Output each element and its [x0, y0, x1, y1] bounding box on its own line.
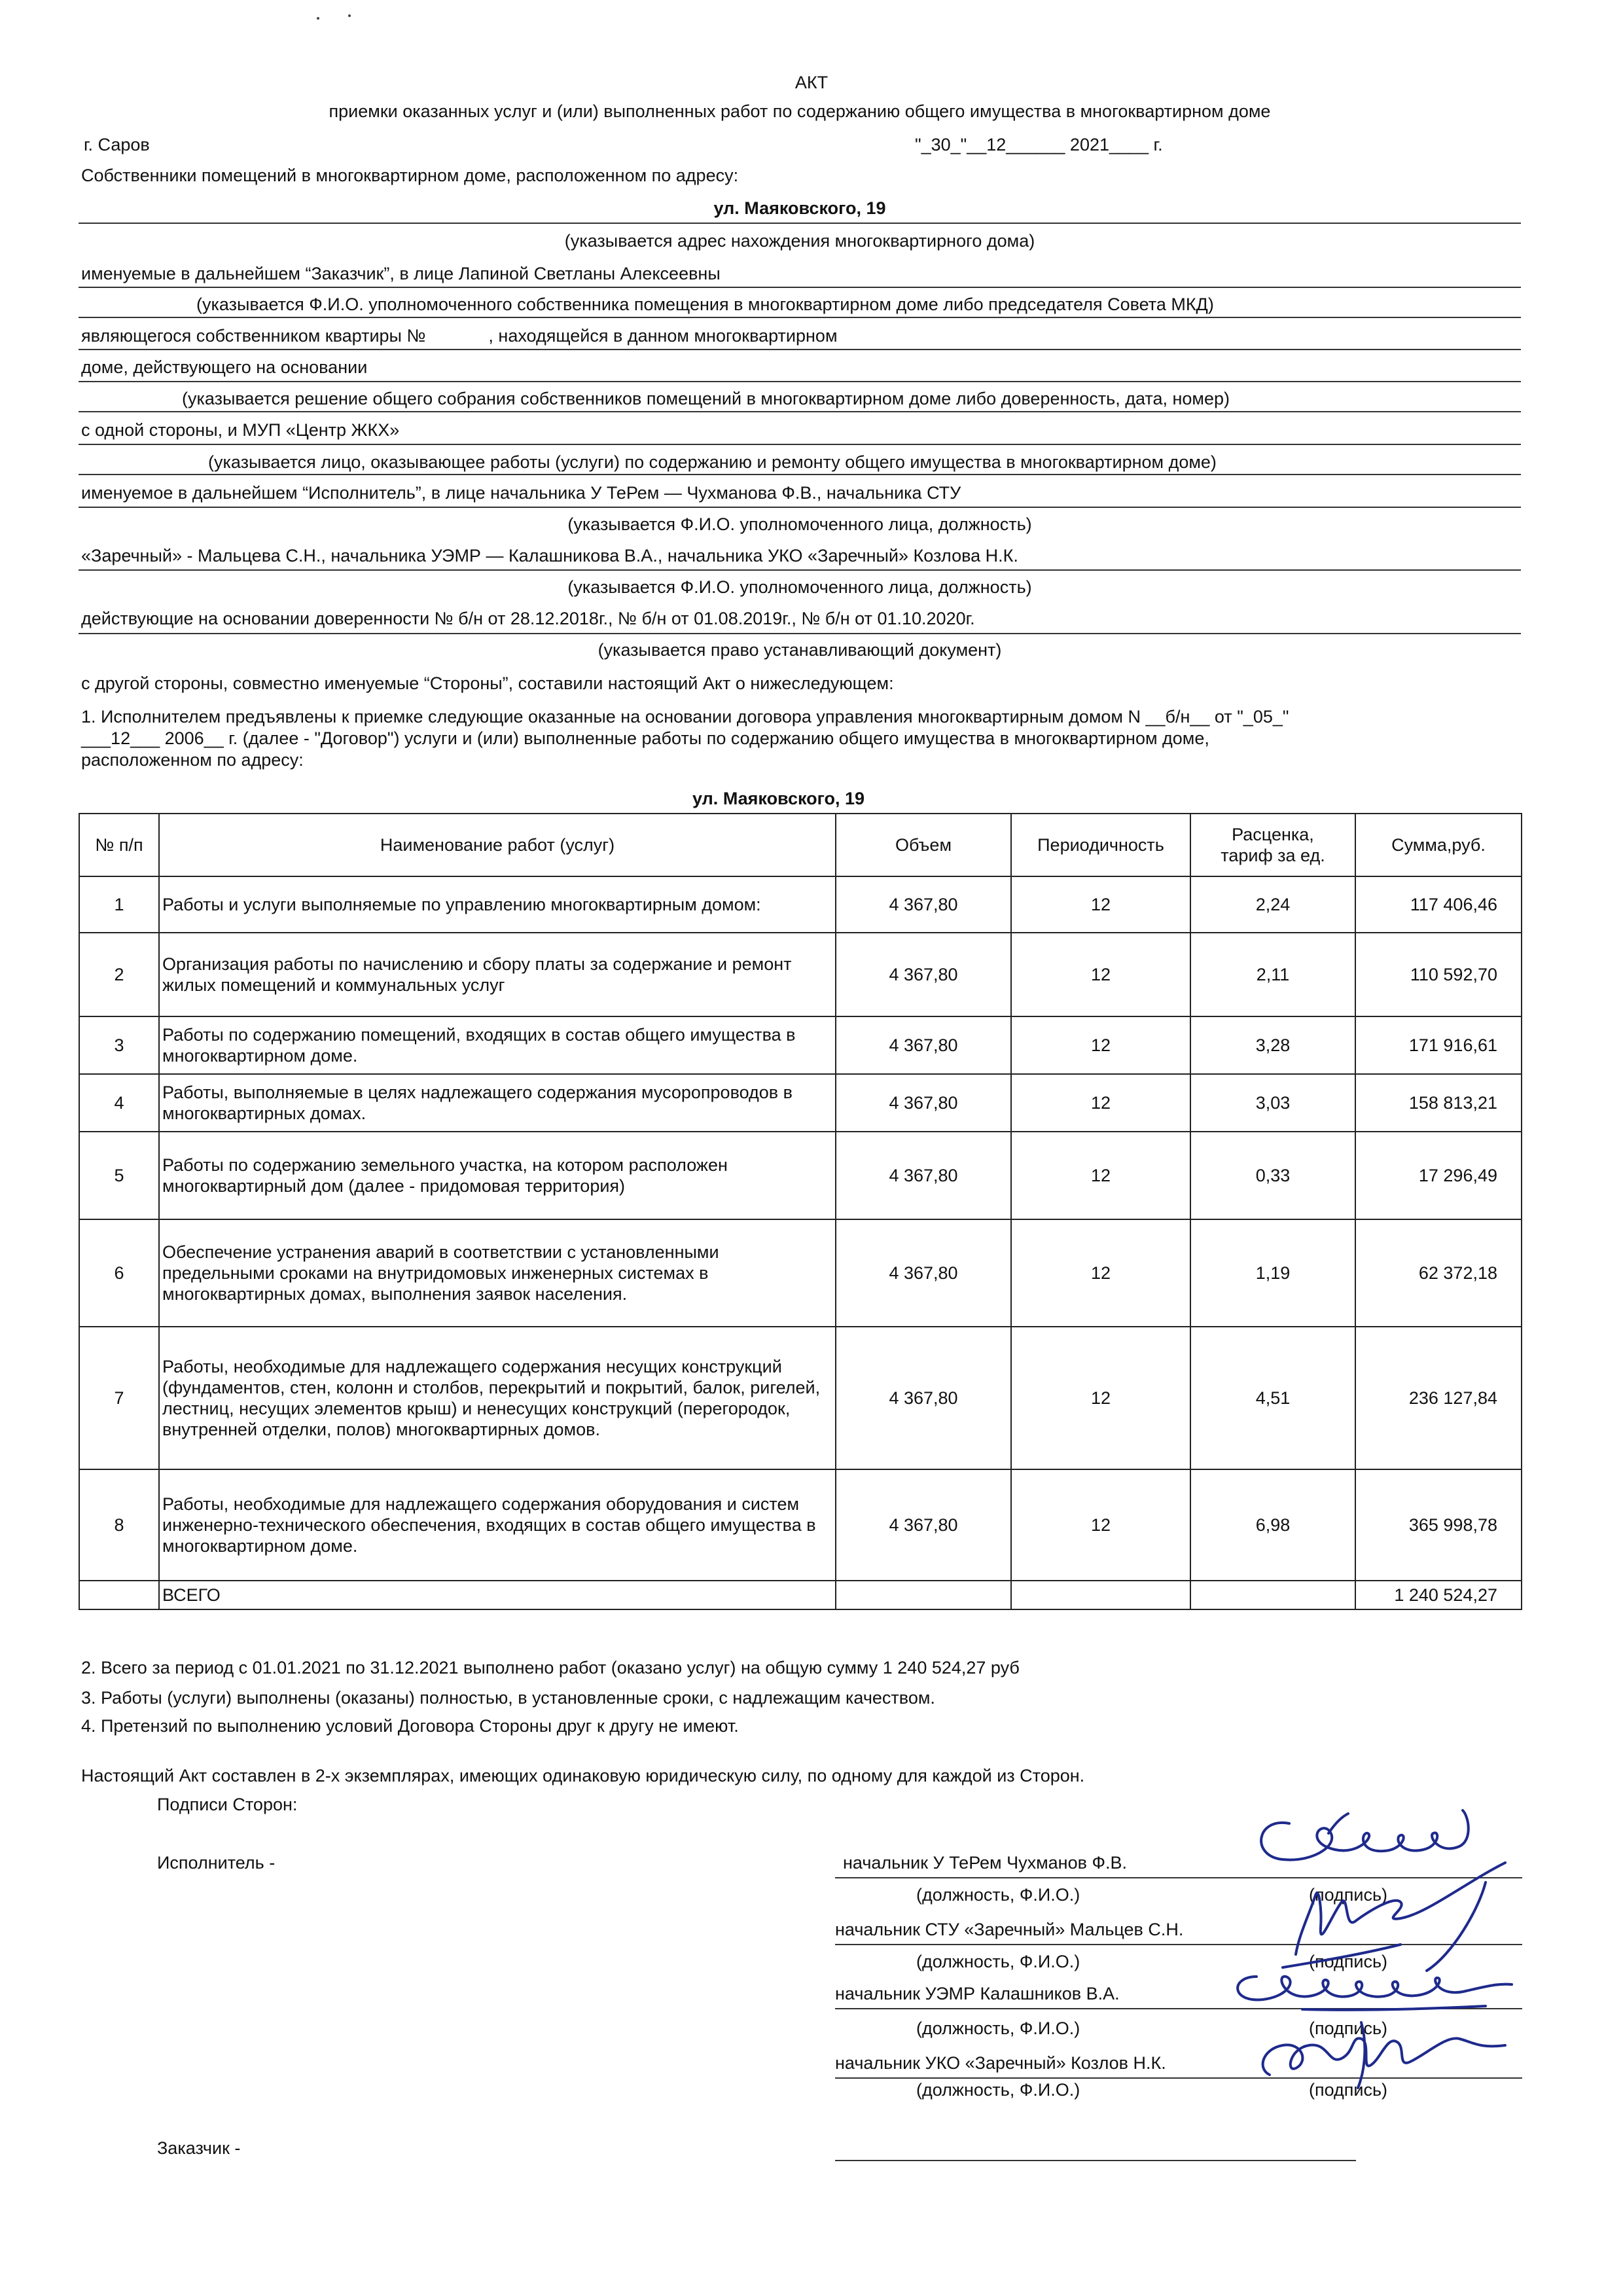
header-num: № п/п [79, 814, 159, 876]
signer-2: начальник СТУ «Заречный» Мальцев С.Н. [835, 1920, 1184, 1939]
power-rule [79, 633, 1521, 634]
total-label: ВСЕГО [159, 1581, 836, 1609]
signer-3-position-hint: (должность, Ф.И.О.) [916, 2018, 1080, 2038]
customer-signature-rule [835, 2160, 1356, 2161]
table-row: 5 Работы по содержанию земельного участка, на котором расположен многоквартирный дом (далее - придомовая территория) 4 367,80 12 0,33 17 296,49 [79, 1132, 1522, 1219]
executor-rule-2 [79, 569, 1521, 571]
signatures-title: Подписи Сторон: [157, 1795, 298, 1814]
executor-line-2: «Заречный» - Мальцева С.Н., начальника УЭМР — Калашникова В.А., начальника УКО «Заречный» Козлова Н.К. [81, 546, 1018, 565]
executor-label: Исполнитель - [157, 1853, 276, 1873]
address-hint: (указывается адрес нахождения многоквартирного дома) [564, 231, 1035, 251]
table-row: 8 Работы, необходимые для надлежащего содержания оборудования и систем инженерно-технического обеспечения, входящих в состав общего имущества в многоквартирном доме. 4 367,80 12 6,98 365 998,78 [79, 1469, 1522, 1581]
signer-1: начальник У ТеРем Чухманов Ф.В. [843, 1853, 1127, 1873]
customer-rule [79, 287, 1521, 288]
executor-hint-2: (указывается Ф.И.О. уполномоченного лица, должность) [567, 577, 1032, 597]
header-volume: Объем [836, 814, 1011, 876]
executor-line: именуемое в дальнейшем “Исполнитель”, в лице начальника У ТеРем — Чухманова Ф.В., начальника СТУ [81, 483, 961, 503]
table-total-row [79, 1581, 1522, 1609]
customer-hint: (указывается Ф.И.О. уполномоченного собственника помещения в многоквартирном доме либо председателя Совета МКД) [196, 295, 1214, 314]
other-side-line: с другой стороны, совместно именуемые “Стороны”, составили настоящий Акт о нижеследующем: [81, 673, 894, 693]
table-row: 3 Работы по содержанию помещений, входящих в состав общего имущества в многоквартирном доме. 4 367,80 12 3,28 171 916,61 [79, 1016, 1522, 1074]
basis-hint-rule [79, 411, 1521, 412]
signer-2-position-hint: (должность, Ф.И.О.) [916, 1952, 1080, 1971]
clause-2: 2. Всего за период с 01.01.2021 по 31.12.2021 выполнено работ (оказано услуг) на общую сумму 1 240 524,27 руб [81, 1658, 1020, 1677]
signer-1-sign-hint: (подпись) [1309, 1885, 1388, 1905]
signer-3-sign-hint: (подпись) [1309, 2018, 1388, 2038]
clause-3: 3. Работы (услуги) выполнены (оказаны) полностью, в установленные сроки, с надлежащим качеством. [81, 1688, 935, 1708]
header-rate: Расценка, тариф за ед. [1190, 814, 1355, 876]
city: г. Саров [84, 135, 150, 154]
basis-rule [79, 381, 1521, 382]
power-hint: (указывается право устанавливающий документ) [597, 640, 1002, 660]
scan-speck [317, 17, 319, 20]
total-sum: 1 240 524,27 [1355, 1581, 1522, 1609]
scan-speck [348, 14, 351, 17]
customer-label: Заказчик - [157, 2138, 241, 2158]
customer-line: именуемые в дальнейшем “Заказчик”, в лице Лапиной Светланы Алексеевны [81, 264, 721, 283]
document-title: АКТ [794, 73, 829, 92]
owners-line: Собственники помещений в многоквартирном доме, расположенном по адресу: [81, 166, 739, 185]
signer-2-sign-hint: (подпись) [1309, 1952, 1388, 1971]
table-row: 6 Обеспечение устранения аварий в соответствии с установленными предельными сроками на внутридомовых инженерных системах в многоквартирных домах, выполнения заявок населения. 4 367,80 12 1,19 62 372,18 [79, 1219, 1522, 1327]
document-subtitle: приемки оказанных услуг и (или) выполненных работ по содержанию общего имущества в многоквартирном доме [329, 101, 1271, 121]
signer-4: начальник УКО «Заречный» Козлов Н.К. [835, 2053, 1166, 2073]
date-year: 2021____ г. [1069, 135, 1163, 154]
document-date [915, 134, 1163, 155]
power-of-attorney-line: действующие на основании доверенности № б/н от 28.12.2018г., № б/н от 01.08.2019г., № б/н от 01.10.2020г. [81, 609, 975, 628]
executor-hint: (указывается Ф.И.О. уполномоченного лица, должность) [567, 514, 1032, 534]
header-periodicity: Периодичность [1011, 814, 1190, 876]
executor-rule [79, 507, 1521, 508]
basis-line: доме, действующего на основании [81, 357, 368, 377]
handwritten-signature-4 [1230, 2009, 1531, 2094]
owner-apartment-line: являющегося собственником квартиры № , находящейся в данном многоквартирном [81, 326, 838, 346]
signer-3: начальник УЭМР Калашников В.А. [835, 1984, 1120, 2003]
table-header-row [79, 814, 1522, 876]
header-sum: Сумма,руб. [1355, 814, 1522, 876]
table-row: 7 Работы, необходимые для надлежащего содержания несущих конструкций (фундаментов, стен, колонн и столбов, перекрытий и покрытий, балок, ригелей, лестниц, несущих элементов крыш) и ненесущих конструкций (перегородок, внутренней отделки, полов) многоквартирных домов. 4 367,80 12 4,51 236 127,84 [79, 1327, 1522, 1469]
clause-1-line-2: ___12___ 2006__ г. (далее - "Договор") услуги и (или) выполненные работы по содержанию общего имущества в многоквартирном доме, [81, 728, 1209, 748]
table-row: 1 Работы и услуги выполняемые по управлению многоквартирным домом: 4 367,80 12 2,24 117 406,46 [79, 876, 1522, 933]
signer-4-sign-hint: (подпись) [1309, 2080, 1388, 2100]
clause-1-line-3: расположенном по адресу: [81, 750, 304, 770]
one-side-line: с одной стороны, и МУП «Центр ЖКХ» [81, 420, 400, 440]
one-side-rule [79, 444, 1521, 445]
house-address: ул. Маяковского, 19 [713, 198, 886, 218]
clause-1-line-1: 1. Исполнителем предъявлены к приемке следующие оказанные на основании договора управления многоквартирным домом N __б/н__ от "_05_" [81, 707, 1289, 726]
address-rule [79, 223, 1521, 224]
one-side-hint-rule [79, 474, 1521, 475]
signer-1-position-hint: (должность, Ф.И.О.) [916, 1885, 1080, 1905]
header-name: Наименование работ (услуг) [159, 814, 836, 876]
copies-statement: Настоящий Акт составлен в 2-х экземплярах, имеющих одинаковую юридическую силу, по одному для каждой из Сторон. [81, 1766, 1085, 1785]
basis-hint: (указывается решение общего собрания собственников помещений в многоквартирном доме либо доверенность, дата, номер) [182, 389, 1230, 408]
works-table [79, 813, 1522, 1610]
table-row: 4 Работы, выполняемые в целях надлежащего содержания мусоропроводов в многоквартирных домах. 4 367,80 12 3,03 158 813,21 [79, 1074, 1522, 1132]
table-row: 2 Организация работы по начислению и сбору платы за содержание и ремонт жилых помещений и коммунальных услуг 4 367,80 12 2,11 110 592,70 [79, 933, 1522, 1016]
table-address: ул. Маяковского, 19 [692, 789, 865, 808]
apartment-rule [79, 349, 1521, 350]
clause-4: 4. Претензий по выполнению условий Договора Стороны друг к другу не имеют. [81, 1716, 739, 1736]
customer-hint-rule [79, 317, 1521, 318]
signer-4-position-hint: (должность, Ф.И.О.) [916, 2080, 1080, 2100]
date-day: "_30_" [915, 135, 967, 154]
one-side-hint: (указывается лицо, оказывающее работы (услуги) по содержанию и ремонту общего имущества в многоквартирном доме) [208, 452, 1217, 472]
date-month: __12______ [967, 135, 1065, 154]
